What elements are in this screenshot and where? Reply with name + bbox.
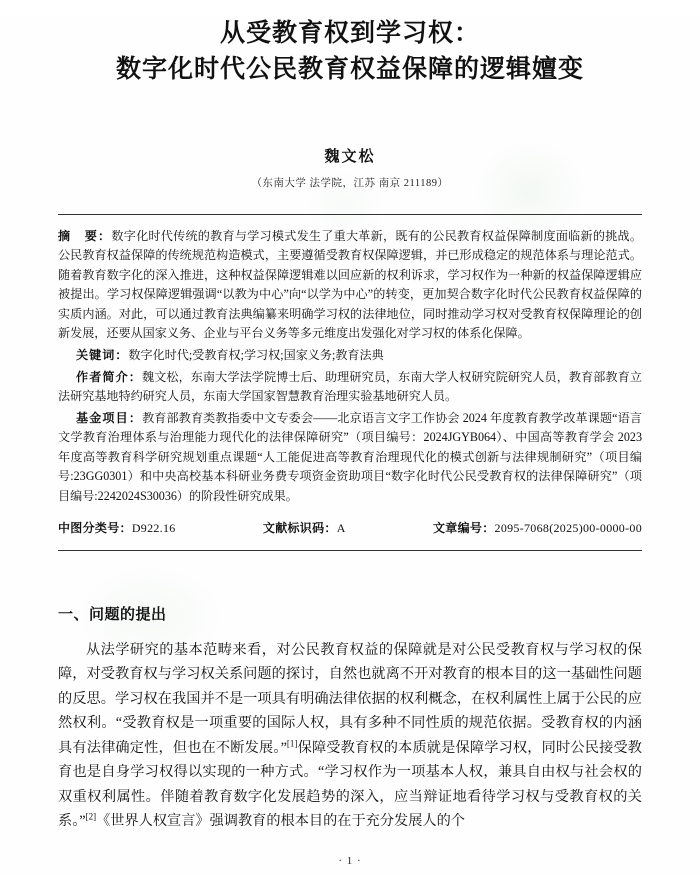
page-title <box>58 16 642 89</box>
abstract-label: 摘 要： <box>58 228 112 243</box>
article-id-field <box>433 519 642 538</box>
title-line-1: 从受教育权到学习权： <box>219 20 480 47</box>
clc-value: D922.16 <box>131 520 176 535</box>
abstract-text: 数字化时代传统的教育与学习模式发生了重大革新，既有的公民教育权益保障制度面临新的挑战。公民教育权益保障的传统规范构造模式，主要遵循受教育权保障逻辑，并已形成稳定的规范体系与理论范式。随着教育数字化的深入推进，这种权益保障逻辑难以回应新的权利诉求，学习权作为一种新的权益保障逻辑应被提出。学习权保障逻辑强调“以教为中心”向“以学为中心”的转变，更加契合数字化时代公民教育权益保障的实质内涵。对此，可以通过教育法典编纂来明确学习权的法律地位，同时推动学习权对受教育权保障理论的创新发展，还要从国家义务、企业与平台义务等多元维度出发强化对学习权的体系化保障。 <box>58 228 642 341</box>
body-text-part-2: 保障受教育权的本质就是保障学习权，同时公民接受教育也是自身学习权得以实现的一种方式。“学习权作为一项基本人权，兼具自由权与社会权的双重权利属性。伴随着教育数字化发展趋势的深入，应当辩证地看待学习权与受教育权的关系。” <box>58 739 642 829</box>
funding-paragraph <box>58 409 642 507</box>
body-text-part-1: 从法学研究的基本范畴来看，对公民教育权益的保障就是对公民受教育权与学习权的保障，对受教育权与学习权关系问题的探讨，自然也就离不开对教育的根本目的这一基础性问题的反思。学习权在我国并不是一项具有明确法律依据的权利概念，在权利属性上属于公民的应然权利。“受教育权是一项重要的国际人权，具有多种不同性质的规范依据。受教育权的内涵具有法律确定性，但也在不断发展。” <box>58 642 642 756</box>
body-paragraph-1 <box>58 638 642 833</box>
paper-page <box>0 16 700 875</box>
classification-row <box>58 519 642 538</box>
author-bio-label: 作者简介： <box>76 369 142 384</box>
body-text-part-3: 《世界人权宣言》强调教育的根本目的在于充分发展人的个 <box>96 812 465 829</box>
page-number: · 1 · <box>338 855 362 867</box>
article-id-value: 2095-7068(2025)00-0000-00 <box>494 520 642 535</box>
doc-code-value: A <box>336 520 346 535</box>
footnote-ref-1: [1] <box>286 737 298 748</box>
keywords-label: 关键词： <box>76 347 129 362</box>
clc-field <box>58 519 176 538</box>
divider-bottom <box>58 550 642 551</box>
author-name: 魏文松 <box>324 148 376 165</box>
author-bio-paragraph <box>58 368 642 407</box>
divider-top <box>58 214 642 215</box>
article-id-label: 文章编号： <box>433 520 495 535</box>
author-affiliation: （东南大学 法学院，江苏 南京 211189） <box>251 177 449 189</box>
abstract-paragraph <box>58 227 642 344</box>
funding-text: 教育部教育类教指委中文专委会——北京语言文字工作协会 2024 年度教育教学改革课题“语言文学教育治理体系与治理能力现代化的法律保障研究”（项目编号：2024JGYB064）、中国高等教育学会 2023 年度高等教育科学研究规划重点课题“人工能促进高等教育治理现代化的模式创新与法律规制研究”（项目编号:23GG0301）和中央高校基本科研业务费专项资金资助项目“数字化时代公民受教育权的法律保障研究”（项目编号:2242024S30036）的阶段性研究成果。 <box>58 410 642 504</box>
keywords-text: 数字化时代;受教育权;学习权;国家义务;教育法典 <box>128 347 384 362</box>
clc-label: 中图分类号： <box>58 520 132 535</box>
author-bio-text: 魏文松，东南大学法学院博士后、助理研究员，东南大学人权研究院研究人员，教育部教育立法研究基地特约研究人员，东南大学国家智慧教育治理实验基地研究人员。 <box>58 369 642 404</box>
funding-label: 基金项目： <box>76 410 143 425</box>
doc-code-field <box>263 519 346 538</box>
section-heading: 一、问题的提出 <box>58 607 167 624</box>
doc-code-label: 文献标识码： <box>262 520 337 535</box>
footnote-ref-2: [2] <box>85 811 97 822</box>
abstract-block <box>58 227 642 539</box>
title-line-2: 数字化时代公民教育权益保障的逻辑嬗变 <box>115 56 584 84</box>
keywords-paragraph <box>58 346 642 366</box>
